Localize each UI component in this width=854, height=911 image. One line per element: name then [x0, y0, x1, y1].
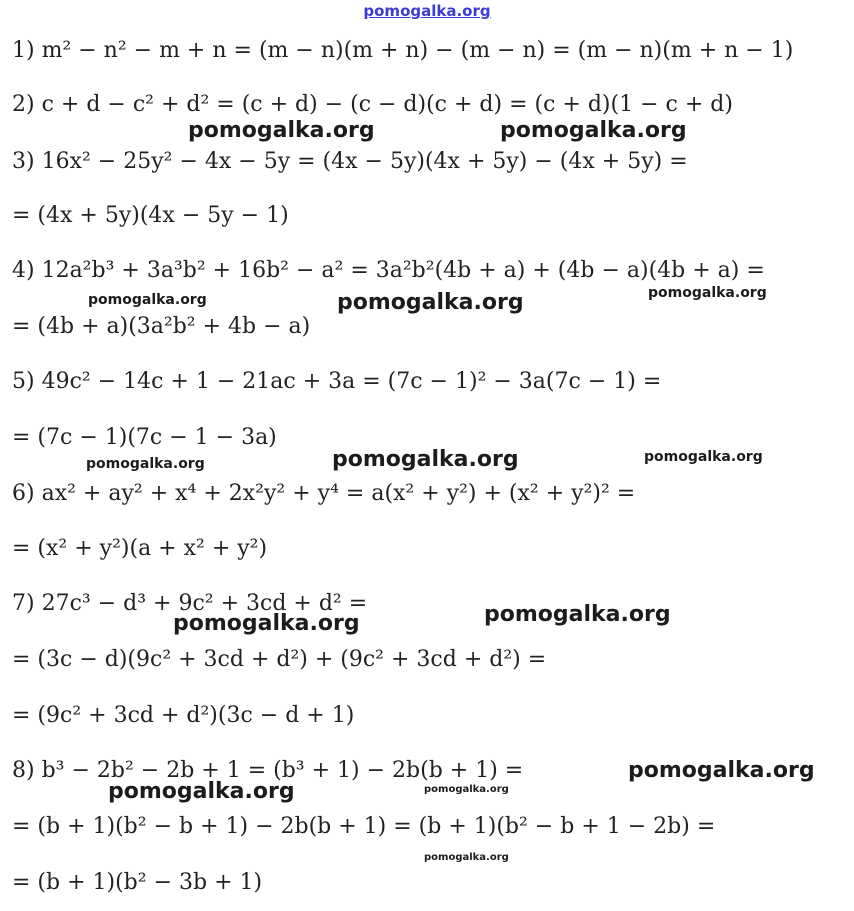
- equation-line-16: = (b + 1)(b² − 3b + 1): [12, 870, 263, 895]
- equation-line-7: 5) 49c² − 14c + 1 − 21ac + 3a = (7c − 1)² − 3a(7c − 1) =: [12, 369, 662, 394]
- equation-line-11: 7) 27c³ − d³ + 9c² + 3cd + d² =: [12, 591, 368, 616]
- watermark: pomogalka.org: [332, 447, 519, 472]
- equation-line-10: = (x² + y²)(a + x² + y²): [12, 536, 268, 561]
- equation-line-15: = (b + 1)(b² − b + 1) − 2b(b + 1) = (b + 1)(b² − b + 1 − 2b) =: [12, 814, 716, 839]
- watermark: pomogalka.org: [188, 118, 375, 143]
- watermark: pomogalka.org: [484, 602, 671, 627]
- watermark: pomogalka.org: [644, 449, 763, 465]
- equation-line-4: = (4x + 5y)(4x − 5y − 1): [12, 203, 289, 228]
- equation-line-9: 6) ax² + ay² + x⁴ + 2x²y² + y⁴ = a(x² + y²) + (x² + y²)² =: [12, 481, 636, 506]
- watermark: pomogalka.org: [500, 118, 687, 143]
- equation-line-1: 1) m² − n² − m + n = (m − n)(m + n) − (m − n) = (m − n)(m + n − 1): [12, 38, 794, 63]
- watermark: pomogalka.org: [88, 292, 207, 308]
- equation-line-8: = (7c − 1)(7c − 1 − 3a): [12, 425, 277, 450]
- watermark: pomogalka.org: [86, 456, 205, 472]
- watermark: pomogalka.org: [628, 758, 815, 783]
- equation-line-6: = (4b + a)(3a²b² + 4b − a): [12, 314, 311, 339]
- watermark: pomogalka.org: [648, 285, 767, 301]
- equation-line-2: 2) c + d − c² + d² = (c + d) − (c − d)(c + d) = (c + d)(1 − c + d): [12, 92, 733, 117]
- watermark: pomogalka.org: [173, 611, 360, 636]
- equation-line-12: = (3c − d)(9c² + 3cd + d²) + (9c² + 3cd + d²) =: [12, 647, 547, 672]
- watermark: pomogalka.org: [337, 290, 524, 315]
- site-link[interactable]: pomogalka.org: [363, 2, 491, 20]
- watermark: pomogalka.org: [424, 852, 509, 863]
- watermark: pomogalka.org: [424, 784, 509, 795]
- equation-line-13: = (9c² + 3cd + d²)(3c − d + 1): [12, 703, 355, 728]
- equation-line-3: 3) 16x² − 25y² − 4x − 5y = (4x − 5y)(4x + 5y) − (4x + 5y) =: [12, 149, 688, 174]
- equation-line-14: 8) b³ − 2b² − 2b + 1 = (b³ + 1) − 2b(b + 1) =: [12, 758, 524, 783]
- watermark: pomogalka.org: [108, 779, 295, 804]
- equation-line-5: 4) 12a²b³ + 3a³b² + 16b² − a² = 3a²b²(4b + a) + (4b − a)(4b + a) =: [12, 258, 765, 283]
